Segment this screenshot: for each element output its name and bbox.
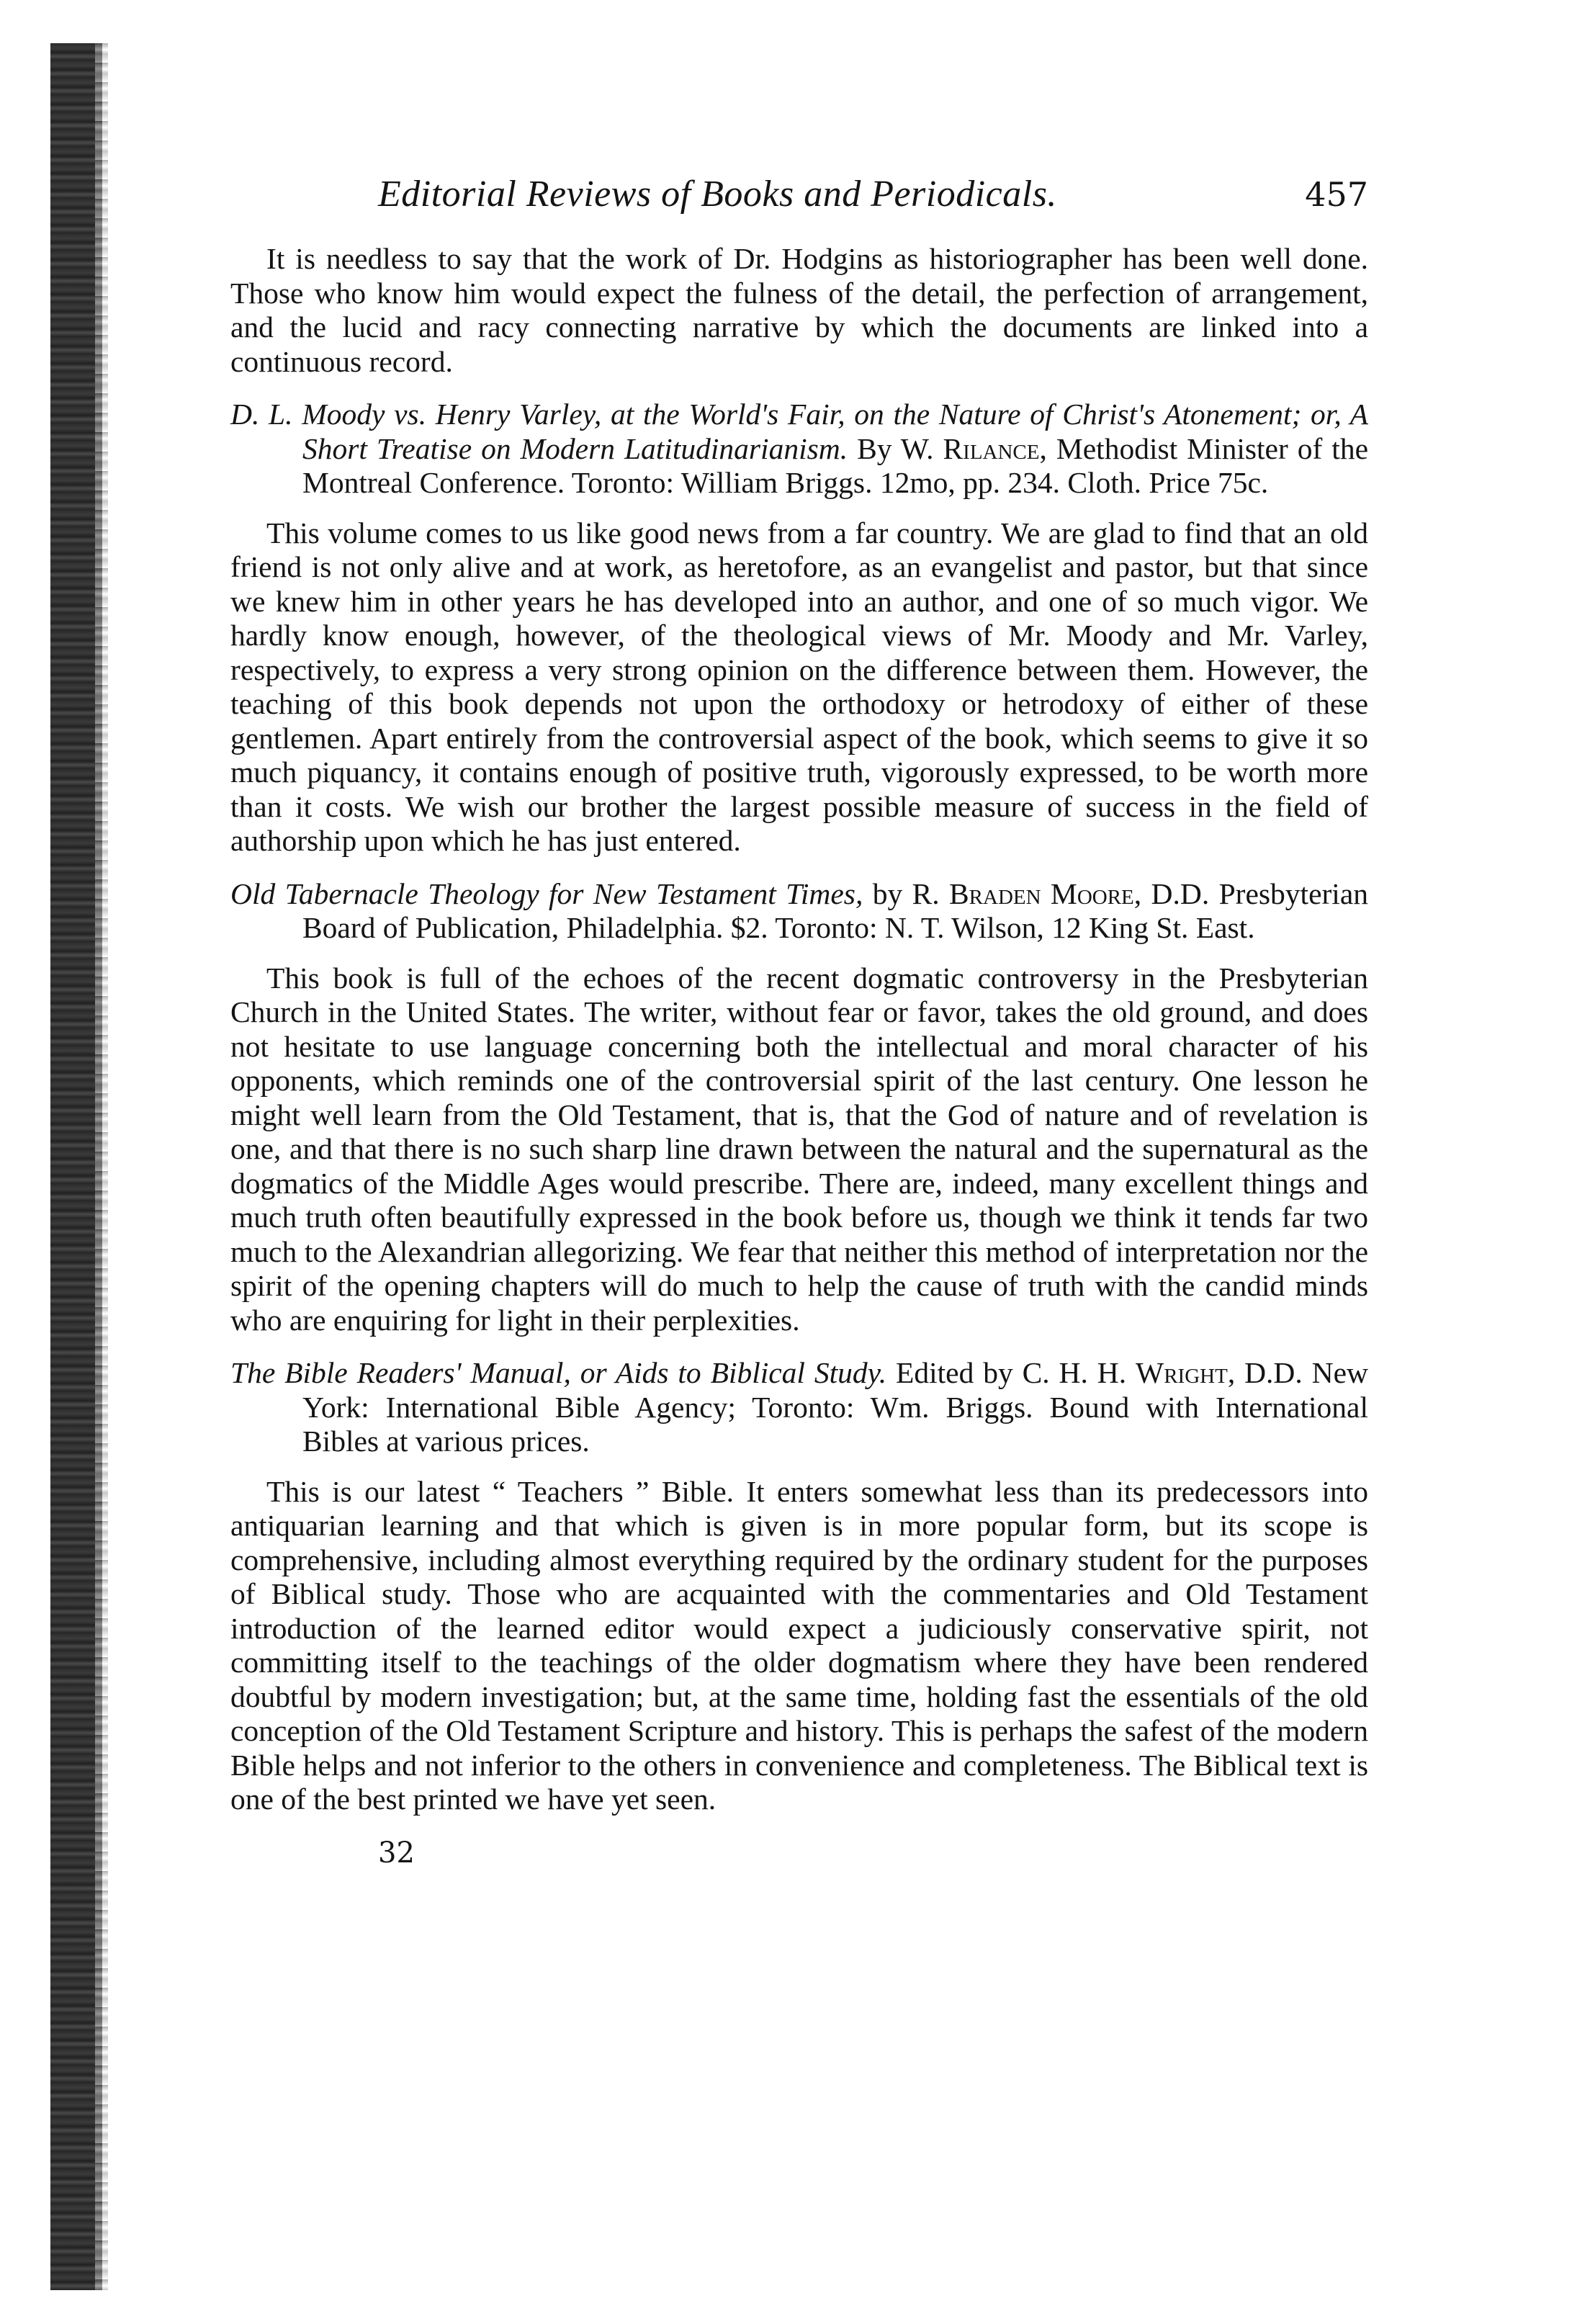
book-author: Rilance [943, 431, 1040, 465]
review-entry-bible-readers-manual [230, 1356, 1368, 1459]
book-by: by R. [872, 876, 940, 910]
book-details: , D.D. Presbyterian Board of Publication, Philadelphia. $2. Toronto: N. T. Wilson, 12 King St. East. [302, 876, 1369, 944]
review-entry-moody-varley [230, 398, 1368, 501]
review-body-bible-readers-manual: This is our latest “ Teachers ” Bible. It enters somewhat less than its predecessors into antiquarian learning and that which is given is in more popular form, but its scope is comprehensive, including almost everything required by the ordinary student for the purposes of Biblical study. Those who are acquainted with the commentaries and Old Testament introduction of the learned editor would expect a judiciously conservative spirit, not committing itself to the teachings of the older dogmatism where they have been rendered doubtful by modern investigation; but, at the same time, holding fast the essentials of the old conception of the Old Testament Scripture and history. This is perhaps the safest of the modern Bible helps and not inferior to the others in convenience and completeness. The Biblical text is one of the best printed we have yet seen. [230, 1474, 1368, 1816]
book-page [230, 166, 1368, 2269]
book-author: Wright [1136, 1356, 1228, 1389]
book-details: , Methodist Minister of the Montreal Conference. Toronto: William Briggs. 12mo, pp. 234. Cloth. Price 75c. [302, 431, 1368, 499]
book-details: , D.D. New York: International Bible Agency; Toronto: Wm. Briggs. Bound with International Bibles at various prices. [302, 1356, 1369, 1458]
intro-paragraph: It is needless to say that the work of Dr. Hodgins as historiographer has been well done. Those who know him would expect the fulness of the detail, the perfection of arrangement, and the lucid and racy connecting narrative by which the documents are linked into a continuous record. [230, 242, 1368, 378]
review-entry-old-tabernacle [230, 877, 1368, 946]
book-binding-edge [50, 43, 102, 2290]
running-head [230, 166, 1368, 223]
book-title: D. L. Moody vs. Henry Varley, at the World's Fair, on the Nature of Christ's Atonement; or, A Short Treatise on Modern Latitudinarianism. [230, 398, 1368, 465]
book-by: By W. [857, 431, 934, 465]
review-body-old-tabernacle: This book is full of the echoes of the recent dogmatic controversy in the Presbyterian Church in the United States. The writer, without fear or favor, takes the old ground, and does not hesitate to use language concerning both the intellectual and moral character of his opponents, which reminds one of the controversial spirit of the last century. One lesson he might well learn from the Old Testament, that is, that the God of nature and of revelation is one, and that there is no such sharp line drawn between the natural and the supernatural as the dogmatics of the Middle Ages would prescribe. There are, indeed, many excellent things and much truth often beautifully expressed in the book before us, though we think it tends far two much to the Alexandrian allegorizing. We fear that neither this method of interpretation nor the spirit of the opening chapters will do much to help the cause of truth with the candid minds who are enquiring for light in their perplexities. [230, 961, 1368, 1337]
book-title: Old Tabernacle Theology for New Testament Times, [230, 876, 863, 910]
page-number: 457 [1305, 175, 1368, 214]
review-body-moody-varley: This volume comes to us like good news from a far country. We are glad to find that an old friend is not only alive and at work, as heretofore, as an evangelist and pastor, but that since we knew him in other years he has developed into an author, and one of so much vigor. We hardly know enough, however, of the theological views of Mr. Moody and Mr. Varley, respectively, to express a very strong opinion on the difference between them. However, the teaching of this book depends not upon the orthodoxy or hetrodoxy of either of these gentlemen. Apart entirely from the controversial aspect of the book, which seems to give it so much piquancy, it contains enough of positive truth, vigorously expressed, to be worth more than it costs. We wish our brother the largest possible measure of success in the field of authorship upon which he has just entered. [230, 516, 1368, 857]
book-title: The Bible Readers' Manual, or Aids to Biblical Study. [230, 1356, 887, 1389]
book-author: Braden Moore [949, 876, 1134, 910]
book-by: Edited by C. H. H. [896, 1356, 1127, 1389]
signature-mark: 32 [378, 1836, 415, 1870]
running-title: Editorial Reviews of Books and Periodicals. [378, 174, 1057, 215]
